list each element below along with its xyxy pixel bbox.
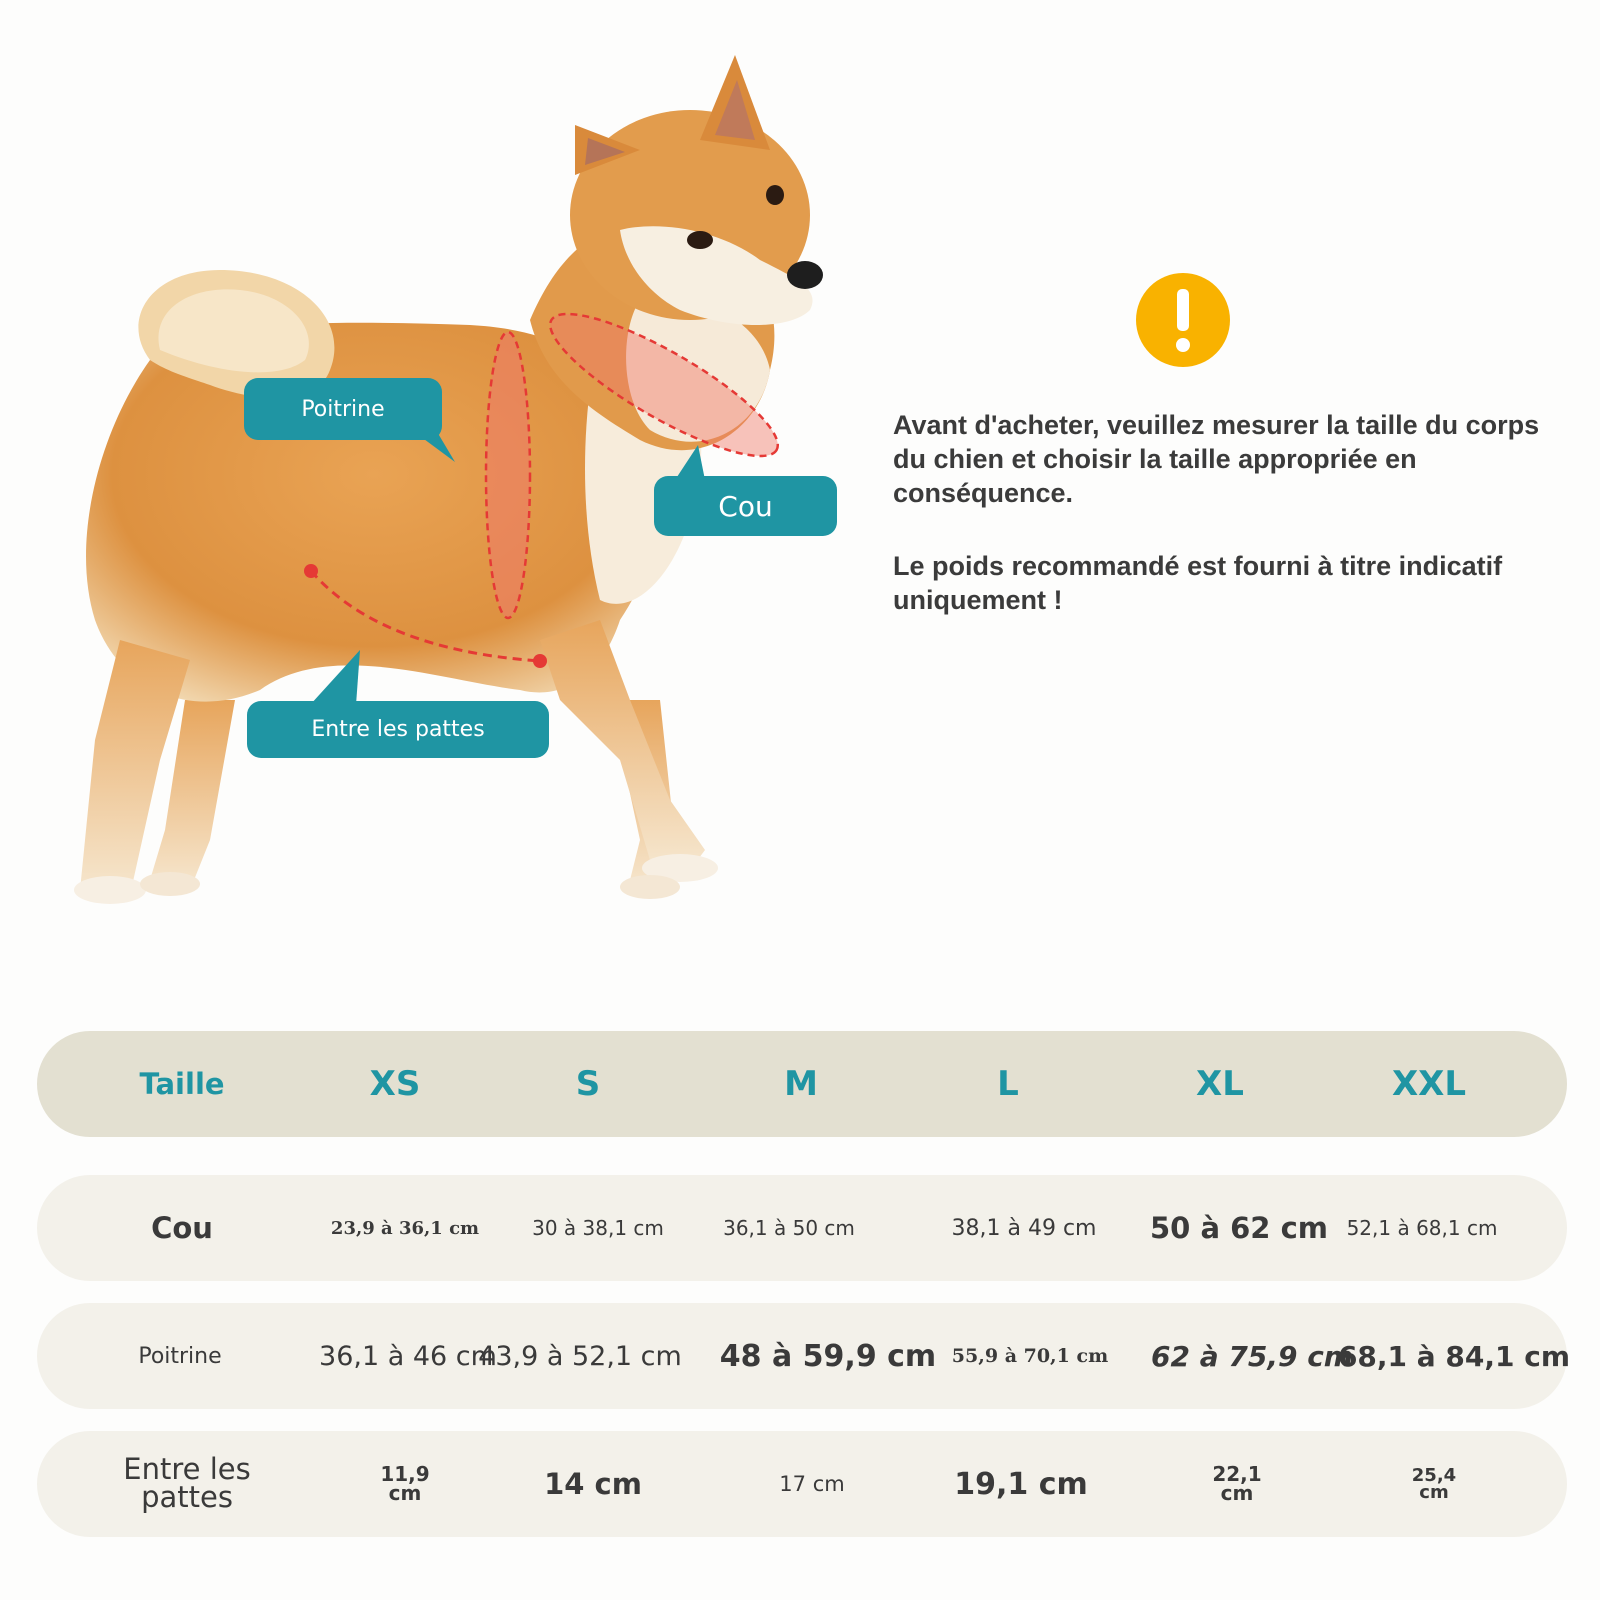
- cou-callout-label: Cou: [718, 489, 773, 523]
- poitrine-xs: 36,1 à 46 cm: [319, 1340, 497, 1372]
- poitrine-xl: 62 à 75,9 cm: [1151, 1339, 1353, 1373]
- cou-xxl: 52,1 à 68,1 cm: [1346, 1216, 1498, 1240]
- header-size-s: S: [575, 1064, 601, 1104]
- measure-advice-text: Avant d'acheter, veuillez mesurer la taille du corps du chien et choisir la taille appropriée en conséquence.: [893, 410, 1540, 508]
- row-label-poitrine: Poitrine: [138, 1343, 222, 1369]
- header-size-xs: XS: [369, 1064, 421, 1104]
- poitrine-l: 55,9 à 70,1 cm: [951, 1345, 1109, 1367]
- entre-les-pattes-callout-label: Entre les pattes: [311, 717, 485, 742]
- poitrine-callout-label: Poitrine: [301, 396, 385, 422]
- entre-m: 17 cm: [779, 1472, 845, 1496]
- weight-disclaimer-text: Le poids recommandé est fourni à titre indicatif uniquement !: [893, 551, 1503, 615]
- between-legs-end-dot: [533, 654, 547, 668]
- entre-s: 14 cm: [544, 1467, 642, 1501]
- cou-s: 30 à 38,1 cm: [532, 1216, 664, 1240]
- cou-l: 38,1 à 49 cm: [951, 1215, 1097, 1241]
- table-row-entre-les-pattes: [37, 1431, 1567, 1537]
- poitrine-m: 48 à 59,9 cm: [719, 1338, 937, 1374]
- entre-xxl: 25,4 cm: [1411, 1464, 1457, 1503]
- poitrine-xxl: 68,1 à 84,1 cm: [1337, 1339, 1571, 1373]
- row-label-cou: Cou: [151, 1211, 213, 1245]
- entre-les-pattes-callout: [247, 701, 549, 758]
- header-size-xxl: XXL: [1391, 1064, 1467, 1104]
- size-table-header: [37, 1031, 1567, 1137]
- between-legs-start-dot: [304, 564, 318, 578]
- entre-xl: 22,1 cm: [1212, 1462, 1262, 1505]
- entre-l: 19,1 cm: [954, 1466, 1088, 1502]
- header-size-xl: XL: [1196, 1064, 1244, 1104]
- header-label: Taille: [139, 1067, 225, 1101]
- cou-xl: 50 à 62 cm: [1150, 1211, 1328, 1245]
- header-size-m: M: [784, 1064, 818, 1104]
- table-row-cou: [37, 1175, 1567, 1281]
- row-label-entre-les-pattes: Entre les pattes: [123, 1452, 251, 1514]
- header-size-l: L: [997, 1064, 1019, 1104]
- cou-m: 36,1 à 50 cm: [723, 1216, 855, 1240]
- table-row-poitrine: [37, 1303, 1571, 1409]
- cou-xs: 23,9 à 36,1 cm: [330, 1217, 480, 1239]
- exclamation-circle-icon: [1136, 273, 1230, 367]
- poitrine-callout: [244, 378, 442, 440]
- entre-xs: 11,9 cm: [380, 1462, 430, 1505]
- poitrine-s: 43,9 à 52,1 cm: [478, 1340, 682, 1372]
- chest-measure-ring: [486, 332, 530, 618]
- cou-callout: [654, 476, 837, 536]
